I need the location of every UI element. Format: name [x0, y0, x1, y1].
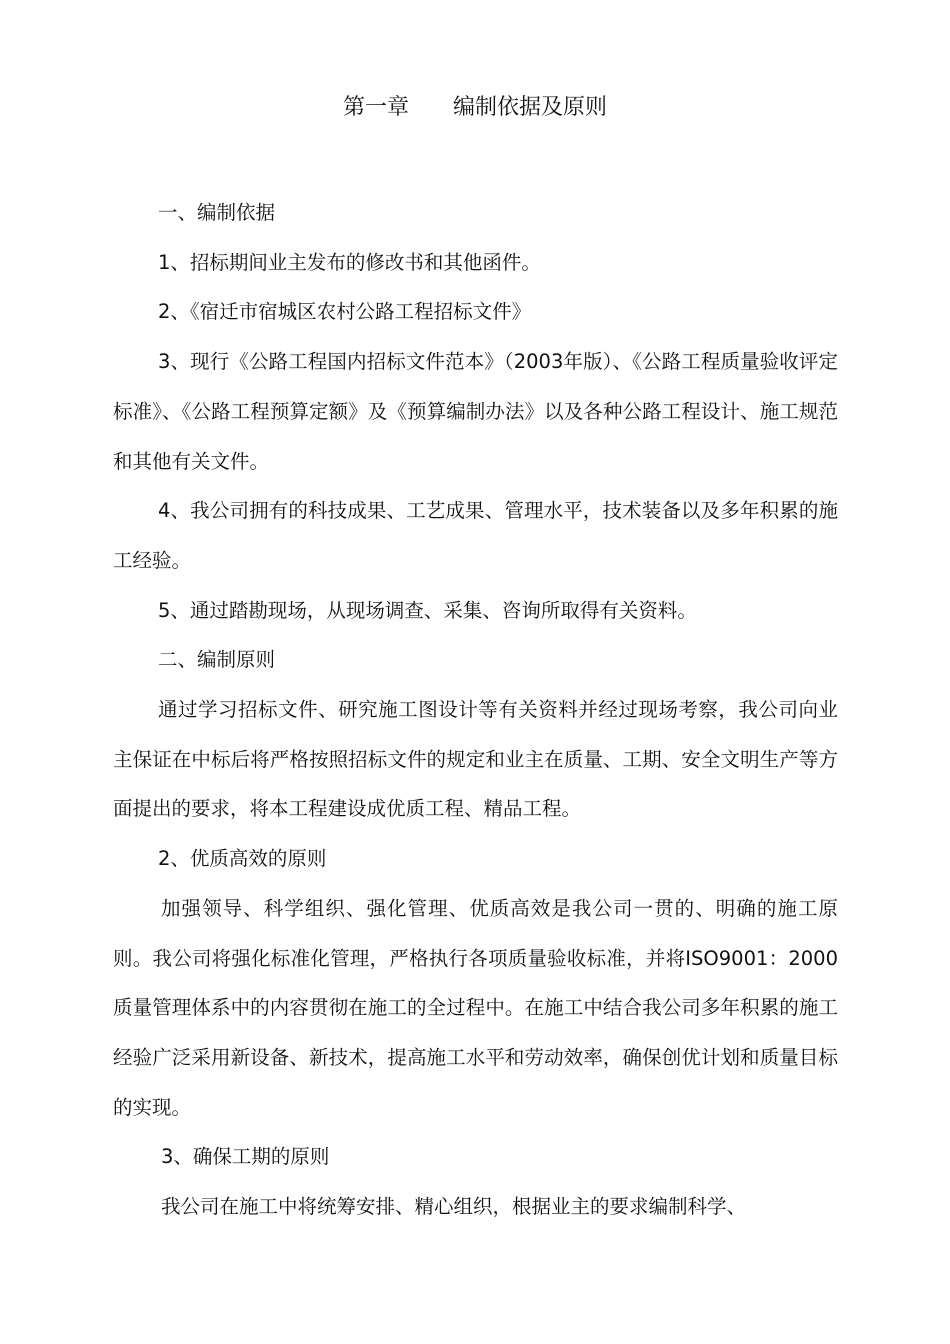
- basis-item-3: 3、现行《公路工程国内招标文件范本》（2003年版）、《公路工程质量验收评定标准》、《公路工程预算定额》及《预算编制办法》以及各种公路工程设计、施工规范和其他有关文件。: [113, 350, 838, 473]
- principle-heading-quality: 2、优质高效的原则: [158, 847, 327, 871]
- section-heading-basis: 一、编制依据: [158, 201, 276, 224]
- basis-item-1: 1、招标期间业主发布的修改书和其他函件。: [158, 250, 541, 274]
- basis-item-2: 2、《宿迁市宿城区农村公路工程招标文件》: [158, 300, 532, 324]
- principle-heading-schedule: 3、确保工期的原则: [161, 1145, 330, 1169]
- basis-item-4: 4、我公司拥有的科技成果、工艺成果、管理水平，技术装备以及多年积累的施工经验。: [113, 499, 838, 572]
- principles-intro: 通过学习招标文件、研究施工图设计等有关资料并经过现场考察，我公司向业主保证在中标后将严格按照招标文件的规定和业主在质量、工期、安全文明生产等方面提出的要求，将本工程建设成优质工程、精品工程。: [113, 698, 838, 821]
- principle-schedule-body: 我公司在施工中将统筹安排、精心组织，根据业主的要求编制科学、: [161, 1195, 747, 1219]
- document-body: [113, 188, 838, 1232]
- chapter-title: 第一章 编制依据及原则: [342, 95, 607, 120]
- principle-quality-body: 加强领导、科学组织、强化管理、优质高效是我公司一贯的、明确的施工原则。我公司将强化标准化管理，严格执行各项质量验收标准，并将ISO9001：2000质量管理体系中的内容贯彻在施工的全过程中。在施工中结合我公司多年积累的施工经验广泛采用新设备、新技术，提高施工水平和劳动效率，确保创优计划和质量目标的实现。: [113, 896, 838, 1119]
- basis-item-5: 5、通过踏勘现场，从现场调查、采集、咨询所取得有关资料。: [158, 598, 697, 622]
- section-heading-principles: 二、编制原则: [158, 648, 276, 672]
